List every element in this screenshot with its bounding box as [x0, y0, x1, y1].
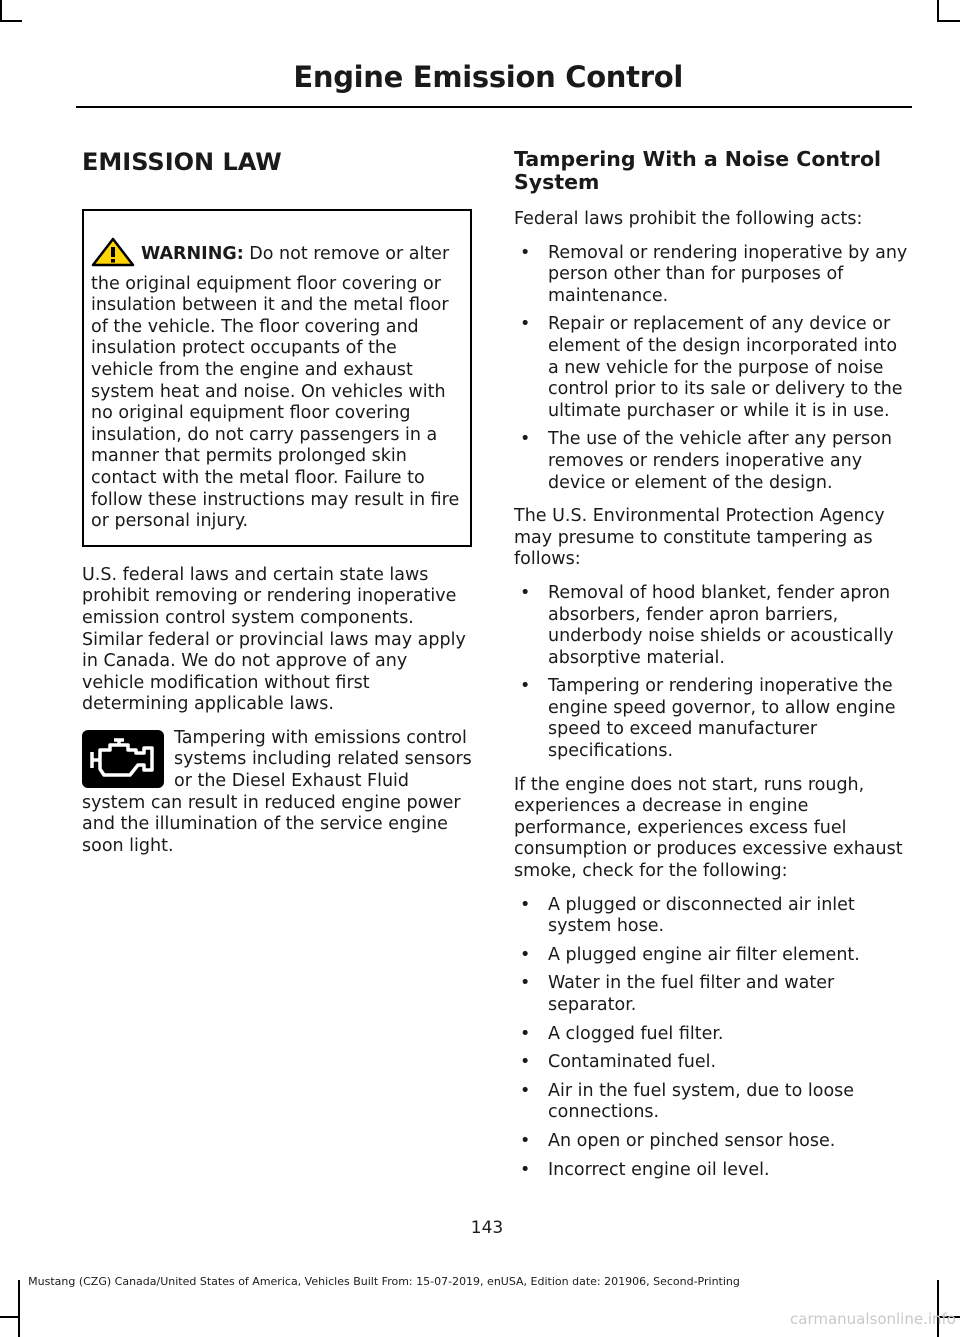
tampering-block [82, 728, 472, 870]
list-item: • Repair or replacement of any device or element of the design incorporated into a new vehicle for the purpose of noise control prior to its sale or delivery to the ultimate purchaser or while it is in use. [514, 314, 908, 422]
warning-label: WARNING: [141, 244, 244, 264]
list-item: • Contaminated fuel. [514, 1052, 908, 1074]
list-item: • Tampering or rendering inoperative the engine speed governor, to allow engine speed to exceed manufacturer specifications. [514, 676, 908, 762]
federal-laws-paragraph: U.S. federal laws and certain state laws prohibit removing or rendering inoperative emission control system components. Similar federal or provincial laws may apply in Canada. We do not approve of any vehicle modification without first determining applicable laws. [82, 564, 466, 715]
list-item: • Incorrect engine oil level. [514, 1160, 908, 1182]
list-item: • A plugged or disconnected air inlet system hose. [514, 895, 908, 938]
page-header-title: Engine Emission Control [293, 60, 683, 94]
warning-box [82, 209, 472, 547]
prohibited-acts-list [514, 243, 908, 495]
crop-mark [937, 20, 960, 22]
engine-check-intro: If the engine does not start, runs rough, experiences a decrease in engine performance, experiences excess fuel consumption or produces excessive exhaust smoke, check for the following: [514, 774, 903, 882]
warning-text: Do not remove or alter the original equipment floor covering or insulation between it and the metal floor of the vehicle. The floor covering and insulation protect occupants of the vehicle from the engine and exhaust system heat and noise. On vehicles with no original equipment floor covering insulation, do not carry passengers in a manner that permits prolonged skin contact with the metal floor. Failure to follow these instructions may result in fire or personal injury. [91, 244, 460, 532]
crop-mark [0, 20, 22, 22]
epa-intro: The U.S. Environmental Protection Agency may presume to constitute tampering as follows: [514, 506, 885, 570]
list-item: • Removal or rendering inoperative by any person other than for purposes of maintenance. [514, 243, 908, 308]
list-item: • A clogged fuel filter. [514, 1024, 908, 1046]
footer-edition-info: Mustang (CZG) Canada/United States of America, Vehicles Built From: 15-07-2019, enUSA, Edition date: 201906, Second-Printing [28, 1275, 740, 1288]
page-number: 143 [470, 1218, 504, 1238]
tampering-paragraph: Tampering with emissions control systems including related sensors or the Diesel Exhaust Fluid system can result in reduced engine power and the illumination of the service engine soon light. [82, 727, 472, 856]
emission-law-heading: EMISSION LAW [82, 148, 282, 176]
right-column [514, 148, 908, 1193]
noise-control-heading: Tampering With a Noise Control System [514, 147, 882, 194]
warning-triangle-icon [91, 237, 135, 274]
list-item: • Air in the fuel system, due to loose connections. [514, 1081, 908, 1124]
crop-mark [18, 1280, 20, 1337]
crop-mark [0, 1316, 20, 1318]
list-item: • An open or pinched sensor hose. [514, 1131, 908, 1153]
engine-check-list [514, 895, 908, 1182]
list-item: • A plugged engine air filter element. [514, 945, 908, 967]
list-item: • Water in the fuel filter and water separator. [514, 973, 908, 1016]
tampering-acts-list [514, 583, 908, 763]
crop-mark [937, 0, 939, 22]
crop-mark [937, 1280, 939, 1337]
check-engine-icon [82, 730, 164, 788]
federal-acts-intro: Federal laws prohibit the following acts: [514, 209, 863, 229]
crop-mark [0, 0, 2, 22]
list-item: • Removal of hood blanket, fender apron absorbers, fender apron barriers, underbody noise shields or acoustically absorptive material. [514, 583, 908, 669]
left-column [82, 145, 472, 869]
list-item: • The use of the vehicle after any person removes or renders inoperative any device or element of the design. [514, 429, 908, 494]
watermark: carmanualsonline.info [790, 1310, 956, 1328]
header-divider [76, 106, 912, 108]
